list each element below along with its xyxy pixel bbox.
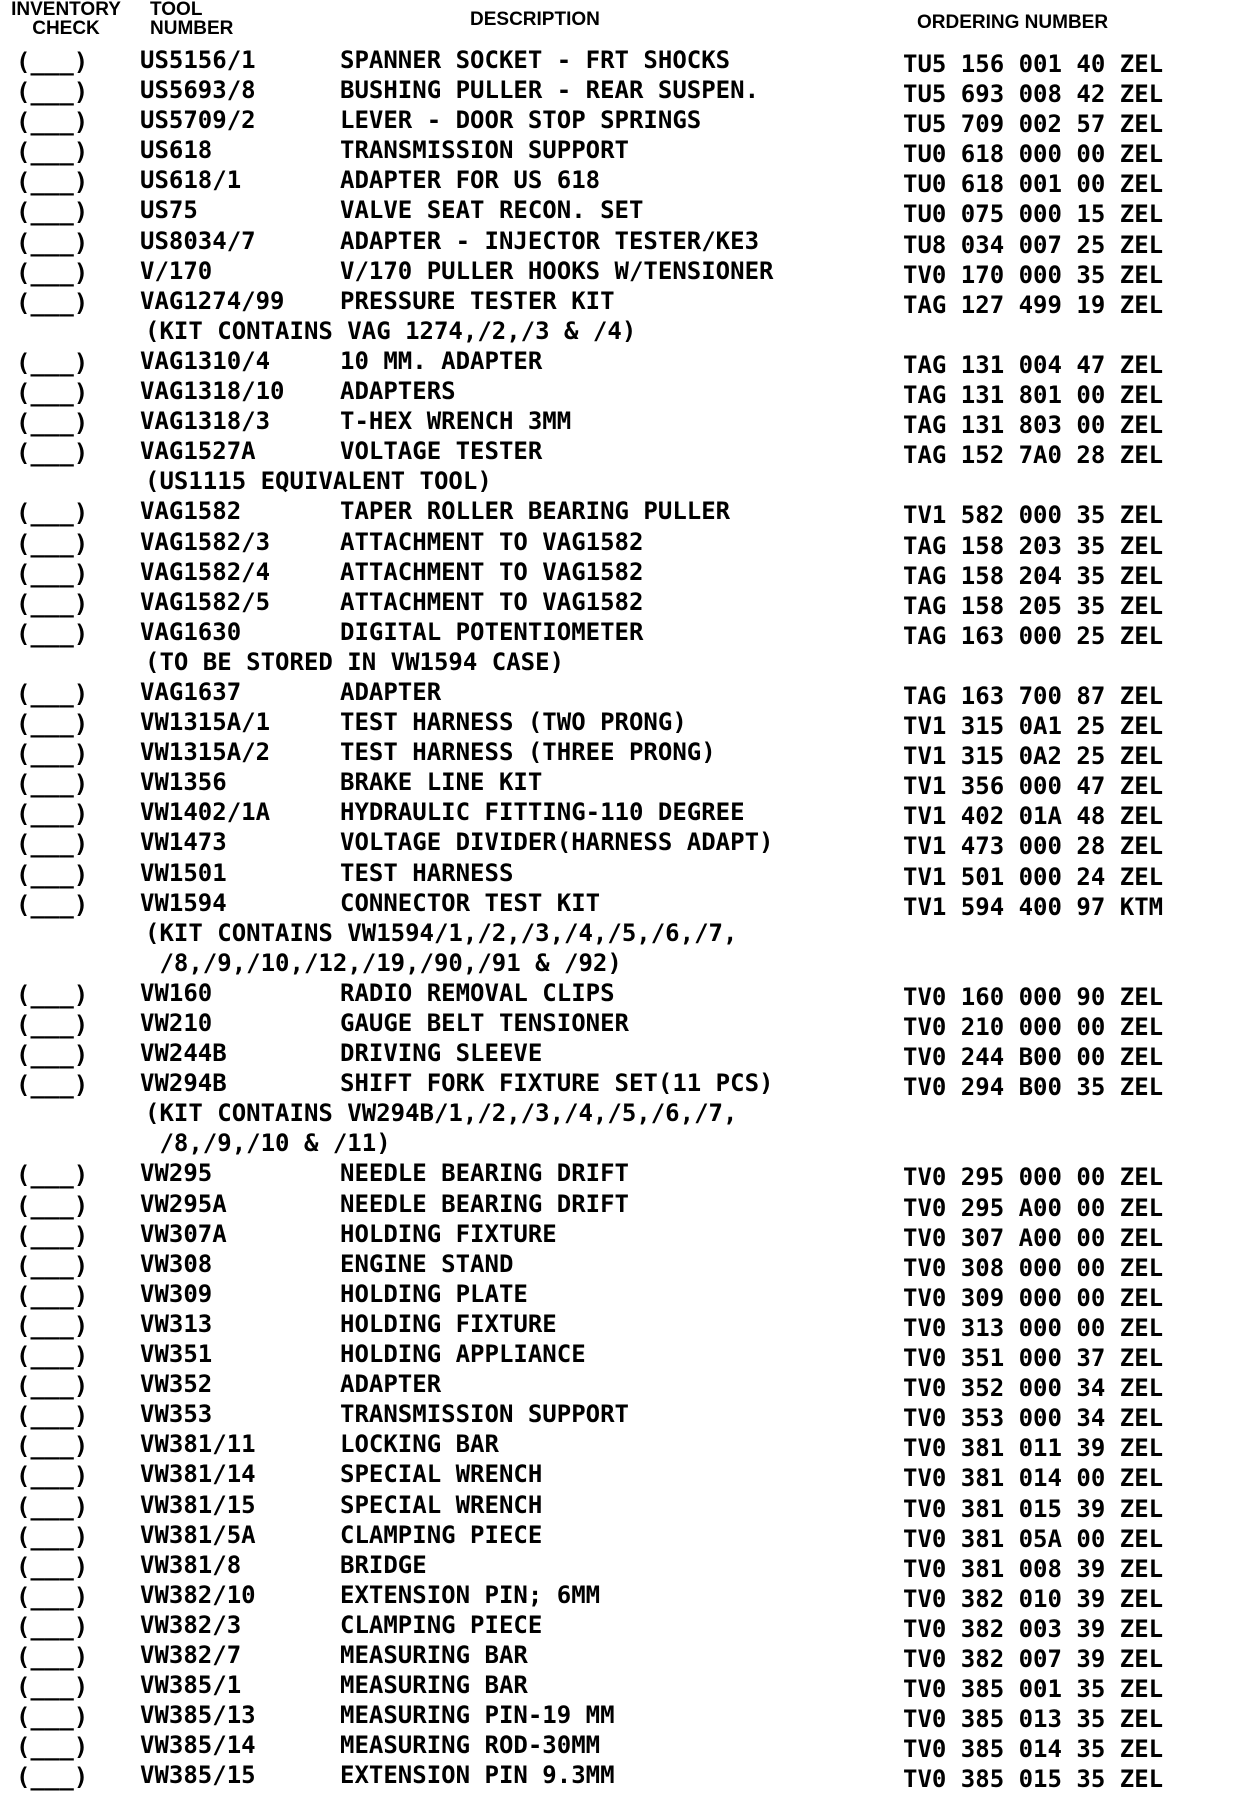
tool-description: DRIVING SLEEVE bbox=[340, 1039, 543, 1068]
table-row bbox=[0, 106, 1248, 139]
inventory-checkbox[interactable]: (___) bbox=[16, 860, 89, 889]
inventory-checkbox[interactable]: (___) bbox=[16, 1552, 89, 1581]
table-row bbox=[0, 1641, 1248, 1671]
ordering-number: TAG 131 801 00 ZEL bbox=[903, 381, 1164, 410]
ordering-number: TV0 307 A00 00 ZEL bbox=[903, 1223, 1164, 1252]
ordering-number: TV1 473 000 28 ZEL bbox=[903, 832, 1164, 861]
tool-number: VW295 bbox=[140, 1159, 213, 1188]
table-row bbox=[0, 1009, 1248, 1039]
ordering-number: TV0 353 000 34 ZEL bbox=[903, 1404, 1164, 1433]
tool-number: VW244B bbox=[140, 1039, 227, 1068]
ordering-number: TAG 158 205 35 ZEL bbox=[903, 591, 1164, 620]
table-row bbox=[0, 1340, 1248, 1373]
inventory-checkbox[interactable]: (___) bbox=[16, 1041, 89, 1070]
table-row bbox=[0, 76, 1248, 109]
tool-description: HYDRAULIC FITTING-110 DEGREE bbox=[340, 798, 745, 827]
kit-note-row bbox=[0, 1099, 1248, 1129]
table-row bbox=[0, 377, 1248, 410]
tool-number: VW385/14 bbox=[140, 1731, 256, 1760]
tool-description: ATTACHMENT TO VAG1582 bbox=[340, 587, 644, 616]
tool-number: VW295A bbox=[140, 1189, 227, 1218]
inventory-checkbox[interactable]: (___) bbox=[16, 1763, 89, 1792]
ordering-number: TU0 075 000 15 ZEL bbox=[903, 200, 1164, 229]
tool-description: CLAMPING PIECE bbox=[340, 1520, 543, 1549]
inventory-header-line2: CHECK bbox=[32, 18, 100, 39]
table-row bbox=[0, 618, 1248, 648]
tool-description: SHIFT FORK FIXTURE SET(11 PCS) bbox=[340, 1069, 774, 1098]
ordering-number: TAG 158 204 35 ZEL bbox=[903, 561, 1164, 590]
tool-description: BUSHING PULLER - REAR SUSPEN. bbox=[340, 76, 760, 105]
tool-number: VW385/1 bbox=[140, 1671, 242, 1700]
ordering-number: TV0 385 015 35 ZEL bbox=[903, 1765, 1164, 1793]
ordering-number: TAG 163 700 87 ZEL bbox=[903, 681, 1164, 710]
inventory-checkbox[interactable]: (___) bbox=[16, 1191, 89, 1220]
table-row bbox=[0, 678, 1248, 708]
tool-description: TAPER ROLLER BEARING PULLER bbox=[340, 497, 731, 526]
kit-note: (US1115 EQUIVALENT TOOL) bbox=[145, 467, 492, 496]
tool-number: VW313 bbox=[140, 1309, 213, 1338]
kit-note: (KIT CONTAINS VW1594/1,/2,/3,/4,/5,/6,/7, bbox=[145, 918, 738, 947]
tool-description: LEVER - DOOR STOP SPRINGS bbox=[340, 106, 702, 135]
kit-note-row bbox=[0, 467, 1248, 497]
kit-note: (KIT CONTAINS VW294B/1,/2,/3,/4,/5,/6,/7, bbox=[145, 1099, 738, 1128]
inventory-checkbox[interactable]: (___) bbox=[16, 1402, 89, 1431]
tool-description: NEEDLE BEARING DRIFT bbox=[340, 1189, 629, 1218]
inventory-checkbox[interactable]: (___) bbox=[16, 288, 89, 317]
ordering-number: TU0 618 001 00 ZEL bbox=[903, 170, 1164, 199]
tool-number: VAG1582/4 bbox=[140, 557, 271, 586]
ordering-number: TV1 315 0A1 25 ZEL bbox=[903, 712, 1164, 741]
tool-number: VW210 bbox=[140, 1009, 213, 1037]
tool-list bbox=[0, 46, 1248, 1791]
ordering-number: TV0 382 007 39 ZEL bbox=[903, 1644, 1164, 1673]
tool-description: BRIDGE bbox=[340, 1550, 427, 1579]
ordering-number: TAG 163 000 25 ZEL bbox=[903, 621, 1164, 650]
table-row bbox=[0, 1190, 1248, 1220]
table-row bbox=[0, 1611, 1248, 1641]
tool-description: ADAPTER bbox=[340, 677, 442, 706]
ordering-number: TV0 381 05A 00 ZEL bbox=[903, 1524, 1164, 1553]
tool-description: TEST HARNESS (THREE PRONG) bbox=[340, 738, 716, 767]
ordering-number: TV0 381 014 00 ZEL bbox=[903, 1464, 1164, 1493]
tool-description: PRESSURE TESTER KIT bbox=[340, 286, 615, 315]
inventory-checkbox[interactable]: (___) bbox=[16, 1673, 89, 1702]
tool-number: VW352 bbox=[140, 1370, 213, 1399]
ordering-number: TV0 294 B00 35 ZEL bbox=[903, 1073, 1164, 1102]
table-row bbox=[0, 437, 1248, 470]
inventory-checkbox[interactable]: (___) bbox=[16, 1703, 89, 1732]
ordering-number: TU5 709 002 57 ZEL bbox=[903, 110, 1164, 139]
inventory-checkbox[interactable]: (___) bbox=[16, 138, 89, 167]
tool-number: VAG1318/10 bbox=[140, 377, 285, 406]
table-row bbox=[0, 1731, 1248, 1764]
table-row bbox=[0, 407, 1248, 440]
ordering-number: TAG 127 499 19 ZEL bbox=[903, 290, 1164, 319]
tool-number: US5709/2 bbox=[140, 106, 256, 135]
inventory-checkbox[interactable]: (___) bbox=[16, 1251, 89, 1280]
tool-description: ADAPTER bbox=[340, 1370, 442, 1399]
table-row bbox=[0, 1521, 1248, 1551]
tool-number: VAG1310/4 bbox=[140, 346, 271, 375]
table-row bbox=[0, 1761, 1248, 1791]
ordering-number: TV0 352 000 34 ZEL bbox=[903, 1374, 1164, 1403]
inventory-checkbox[interactable]: (___) bbox=[16, 1582, 89, 1611]
inventory-checkbox[interactable]: (___) bbox=[16, 589, 89, 618]
ordering-number: TV1 402 01A 48 ZEL bbox=[903, 802, 1164, 831]
kit-note-row bbox=[0, 949, 1248, 979]
tool-number: VW385/15 bbox=[140, 1761, 256, 1790]
table-row bbox=[0, 738, 1248, 771]
tool-number: VAG1527A bbox=[140, 437, 256, 466]
table-row bbox=[0, 828, 1248, 861]
ordering-number: TU5 156 001 40 ZEL bbox=[903, 50, 1164, 78]
table-row bbox=[0, 1460, 1248, 1493]
kit-note: /8,/9,/10 & /11) bbox=[145, 1129, 391, 1158]
table-row bbox=[0, 889, 1248, 919]
tool-description: HOLDING APPLIANCE bbox=[340, 1340, 586, 1369]
inventory-checkbox[interactable]: (___) bbox=[16, 228, 89, 257]
inventory-checkbox[interactable]: (___) bbox=[16, 559, 89, 588]
table-row bbox=[0, 347, 1248, 377]
inventory-check-header bbox=[0, 0, 132, 38]
tool-description: RADIO REMOVAL CLIPS bbox=[340, 978, 615, 1007]
table-row bbox=[0, 287, 1248, 317]
tool-number: US618 bbox=[140, 136, 213, 165]
ordering-number: TV0 382 003 39 ZEL bbox=[903, 1614, 1164, 1643]
ordering-number: TAG 158 203 35 ZEL bbox=[903, 531, 1164, 560]
ordering-number: TV1 356 000 47 ZEL bbox=[903, 772, 1164, 801]
ordering-number: TAG 152 7A0 28 ZEL bbox=[903, 441, 1164, 470]
tool-description: NEEDLE BEARING DRIFT bbox=[340, 1159, 629, 1188]
inventory-checkbox[interactable]: (___) bbox=[16, 1462, 89, 1491]
table-row bbox=[0, 1280, 1248, 1310]
table-row bbox=[0, 1220, 1248, 1250]
table-row bbox=[0, 227, 1248, 257]
kit-note-row bbox=[0, 317, 1248, 347]
tool-description: HOLDING FIXTURE bbox=[340, 1309, 557, 1338]
tool-description: T-HEX WRENCH 3MM bbox=[340, 407, 572, 436]
tool-number: VW160 bbox=[140, 978, 213, 1007]
tool-number: VW381/8 bbox=[140, 1550, 242, 1579]
tool-description: TEST HARNESS bbox=[340, 858, 514, 887]
table-row bbox=[0, 1430, 1248, 1463]
ordering-number: TU0 618 000 00 ZEL bbox=[903, 140, 1164, 169]
inventory-checkbox[interactable]: (___) bbox=[16, 168, 89, 197]
table-row bbox=[0, 1069, 1248, 1102]
tool-description: ADAPTER FOR US 618 bbox=[340, 166, 601, 195]
inventory-checkbox[interactable]: (___) bbox=[16, 679, 89, 708]
ordering-number: TV0 351 000 37 ZEL bbox=[903, 1344, 1164, 1373]
tool-number: VAG1637 bbox=[140, 677, 242, 706]
ordering-number: TV1 582 000 35 ZEL bbox=[903, 501, 1164, 530]
inventory-checkbox[interactable]: (___) bbox=[16, 1522, 89, 1551]
ordering-number: TU8 034 007 25 ZEL bbox=[903, 230, 1164, 259]
tool-number: VW385/13 bbox=[140, 1701, 256, 1730]
tool-number: VW382/3 bbox=[140, 1610, 242, 1639]
inventory-checkbox[interactable]: (___) bbox=[16, 1642, 89, 1671]
tool-number: VW351 bbox=[140, 1340, 213, 1369]
inventory-checkbox[interactable]: (___) bbox=[16, 108, 89, 137]
tool-number: VW1315A/1 bbox=[140, 708, 271, 737]
inventory-checkbox[interactable]: (___) bbox=[16, 1011, 89, 1039]
tool-description: HOLDING PLATE bbox=[340, 1279, 528, 1308]
ordering-number: TV0 170 000 35 ZEL bbox=[903, 260, 1164, 289]
tool-number: VW309 bbox=[140, 1279, 213, 1308]
tool-description: VOLTAGE DIVIDER(HARNESS ADAPT) bbox=[340, 828, 774, 857]
inventory-checkbox[interactable]: (___) bbox=[16, 980, 89, 1009]
ordering-number: TV0 381 011 39 ZEL bbox=[903, 1434, 1164, 1463]
tool-description: CONNECTOR TEST KIT bbox=[340, 888, 601, 917]
tool-description: MEASURING PIN-19 MM bbox=[340, 1701, 615, 1730]
tool-number: VW307A bbox=[140, 1219, 227, 1248]
tool-description: V/170 PULLER HOOKS W/TENSIONER bbox=[340, 256, 774, 285]
tool-number: VAG1582/3 bbox=[140, 527, 271, 556]
kit-note-row bbox=[0, 919, 1248, 949]
inventory-checkbox[interactable]: (___) bbox=[16, 1432, 89, 1461]
ordering-number: TV0 244 B00 00 ZEL bbox=[903, 1043, 1164, 1072]
inventory-checkbox[interactable]: (___) bbox=[16, 619, 89, 648]
tool-number: V/170 bbox=[140, 256, 213, 285]
ordering-number: TV0 382 010 39 ZEL bbox=[903, 1584, 1164, 1613]
tool-description: SPECIAL WRENCH bbox=[340, 1460, 543, 1489]
inventory-checkbox[interactable]: (___) bbox=[16, 1311, 89, 1340]
table-row bbox=[0, 1581, 1248, 1611]
tool-number: VW1356 bbox=[140, 768, 227, 797]
tool-number: VAG1274/99 bbox=[140, 286, 285, 315]
inventory-checkbox[interactable]: (___) bbox=[16, 1733, 89, 1762]
ordering-number: TV0 313 000 00 ZEL bbox=[903, 1313, 1164, 1342]
inventory-checkbox[interactable]: (___) bbox=[16, 710, 89, 739]
table-row bbox=[0, 1370, 1248, 1403]
description-header: DESCRIPTION bbox=[470, 9, 600, 30]
table-row bbox=[0, 46, 1248, 76]
tool-number: VW381/14 bbox=[140, 1460, 256, 1489]
kit-note-row bbox=[0, 648, 1248, 678]
ordering-number: TV0 308 000 00 ZEL bbox=[903, 1253, 1164, 1282]
table-header bbox=[0, 0, 1248, 44]
tool-number: VW381/15 bbox=[140, 1490, 256, 1519]
tool-description: HOLDING FIXTURE bbox=[340, 1219, 557, 1248]
ordering-number: TV0 160 000 90 ZEL bbox=[903, 982, 1164, 1011]
table-row bbox=[0, 196, 1248, 229]
table-row bbox=[0, 798, 1248, 831]
tool-number: VW1594 bbox=[140, 888, 227, 917]
table-row bbox=[0, 768, 1248, 801]
tool-number-header bbox=[150, 0, 260, 38]
tool-description: TEST HARNESS (TWO PRONG) bbox=[340, 708, 687, 737]
tool-description: EXTENSION PIN 9.3MM bbox=[340, 1761, 615, 1790]
table-row bbox=[0, 979, 1248, 1009]
inventory-checkbox[interactable]: (___) bbox=[16, 1071, 89, 1100]
kit-note: (TO BE STORED IN VW1594 CASE) bbox=[145, 647, 565, 676]
tool-description: TRANSMISSION SUPPORT bbox=[340, 136, 629, 165]
inventory-checkbox[interactable]: (___) bbox=[16, 1372, 89, 1401]
table-row bbox=[0, 497, 1248, 530]
tool-description: GAUGE BELT TENSIONER bbox=[340, 1009, 629, 1037]
ordering-number: TV0 210 000 00 ZEL bbox=[903, 1013, 1164, 1041]
kit-note: (KIT CONTAINS VAG 1274,/2,/3 & /4) bbox=[145, 316, 637, 345]
ordering-number: TV0 309 000 00 ZEL bbox=[903, 1283, 1164, 1312]
tool-number: US5156/1 bbox=[140, 46, 256, 74]
tool-description: MEASURING ROD-30MM bbox=[340, 1731, 601, 1760]
inventory-checkbox[interactable]: (___) bbox=[16, 740, 89, 769]
tool-description: SPANNER SOCKET - FRT SHOCKS bbox=[340, 46, 731, 74]
inventory-checkbox[interactable]: (___) bbox=[16, 1612, 89, 1641]
inventory-checkbox[interactable]: (___) bbox=[16, 439, 89, 468]
ordering-number-header: ORDERING NUMBER bbox=[917, 12, 1109, 33]
ordering-number: TV0 295 A00 00 ZEL bbox=[903, 1193, 1164, 1222]
tool-description: MEASURING BAR bbox=[340, 1671, 528, 1700]
inventory-checkbox[interactable]: (___) bbox=[16, 1492, 89, 1521]
inventory-checkbox[interactable]: (___) bbox=[16, 379, 89, 408]
tool-description: ENGINE STAND bbox=[340, 1249, 514, 1278]
tool-number: VAG1318/3 bbox=[140, 407, 271, 436]
table-row bbox=[0, 1701, 1248, 1734]
tool-description: BRAKE LINE KIT bbox=[340, 768, 543, 797]
tool-number: US618/1 bbox=[140, 166, 242, 195]
table-row bbox=[0, 1250, 1248, 1280]
tool-description: CLAMPING PIECE bbox=[340, 1610, 543, 1639]
inventory-checkbox[interactable]: (___) bbox=[16, 1161, 89, 1190]
inventory-checkbox[interactable]: (___) bbox=[16, 800, 89, 829]
tool-description: 10 MM. ADAPTER bbox=[340, 346, 543, 375]
tool-number: VW382/7 bbox=[140, 1640, 242, 1669]
table-row bbox=[0, 528, 1248, 558]
inventory-checkbox[interactable]: (___) bbox=[16, 78, 89, 107]
inventory-checkbox[interactable]: (___) bbox=[16, 409, 89, 438]
tool-number: VAG1582 bbox=[140, 497, 242, 526]
table-row bbox=[0, 859, 1248, 889]
table-row bbox=[0, 708, 1248, 741]
tool-number: VW381/5A bbox=[140, 1520, 256, 1549]
inventory-checkbox[interactable]: (___) bbox=[16, 258, 89, 287]
tool-number: VW1315A/2 bbox=[140, 738, 271, 767]
tool-description: ATTACHMENT TO VAG1582 bbox=[340, 557, 644, 586]
inventory-checkbox[interactable]: (___) bbox=[16, 830, 89, 859]
tool-description: ADAPTERS bbox=[340, 377, 456, 406]
table-row bbox=[0, 136, 1248, 169]
table-row bbox=[0, 1671, 1248, 1704]
tool-number: US5693/8 bbox=[140, 76, 256, 105]
inventory-checkbox[interactable]: (___) bbox=[16, 1342, 89, 1371]
tool-number: VW1501 bbox=[140, 858, 227, 887]
ordering-number: TV0 385 014 35 ZEL bbox=[903, 1735, 1164, 1764]
table-row bbox=[0, 257, 1248, 287]
ordering-number: TV0 385 013 35 ZEL bbox=[903, 1705, 1164, 1734]
tool-description: VOLTAGE TESTER bbox=[340, 437, 543, 466]
ordering-number: TV1 315 0A2 25 ZEL bbox=[903, 742, 1164, 771]
table-row bbox=[0, 166, 1248, 199]
tool-description: LOCKING BAR bbox=[340, 1430, 499, 1459]
tool-number: VW1473 bbox=[140, 828, 227, 857]
tool-number: VW353 bbox=[140, 1400, 213, 1429]
ordering-number: TV0 381 008 39 ZEL bbox=[903, 1554, 1164, 1583]
ordering-number: TV0 381 015 39 ZEL bbox=[903, 1494, 1164, 1523]
tool-description: DIGITAL POTENTIOMETER bbox=[340, 617, 644, 646]
tool-number: VAG1582/5 bbox=[140, 587, 271, 616]
tool-number: VW308 bbox=[140, 1249, 213, 1278]
kit-note: /8,/9,/10,/12,/19,/90,/91 & /92) bbox=[145, 948, 622, 977]
inventory-checkbox[interactable]: (___) bbox=[16, 1281, 89, 1310]
table-row bbox=[0, 1400, 1248, 1433]
ordering-number: TV1 501 000 24 ZEL bbox=[903, 862, 1164, 891]
inventory-checkbox[interactable]: (___) bbox=[16, 348, 89, 377]
inventory-header-line1: INVENTORY bbox=[11, 0, 121, 20]
tool-number: VW381/11 bbox=[140, 1430, 256, 1459]
table-row bbox=[0, 1039, 1248, 1072]
ordering-number: TAG 131 004 47 ZEL bbox=[903, 350, 1164, 379]
table-row bbox=[0, 558, 1248, 588]
ordering-number: TU5 693 008 42 ZEL bbox=[903, 80, 1164, 109]
tool-number: VW382/10 bbox=[140, 1580, 256, 1609]
tool-header-line2: NUMBER bbox=[150, 18, 234, 39]
tool-description: MEASURING BAR bbox=[340, 1640, 528, 1669]
tool-number: VW294B bbox=[140, 1069, 227, 1098]
tool-number: VW1402/1A bbox=[140, 798, 271, 827]
inventory-checkbox[interactable]: (___) bbox=[16, 770, 89, 799]
tool-number: US8034/7 bbox=[140, 226, 256, 255]
inventory-checkbox[interactable]: (___) bbox=[16, 499, 89, 528]
inventory-checkbox[interactable]: (___) bbox=[16, 529, 89, 558]
inventory-checkbox[interactable]: (___) bbox=[16, 1221, 89, 1250]
tool-description: ADAPTER - INJECTOR TESTER/KE3 bbox=[340, 226, 760, 255]
inventory-checkbox[interactable]: (___) bbox=[16, 198, 89, 227]
tool-number: VAG1630 bbox=[140, 617, 242, 646]
table-row bbox=[0, 1491, 1248, 1521]
kit-note-row bbox=[0, 1129, 1248, 1159]
ordering-number: TV0 295 000 00 ZEL bbox=[903, 1163, 1164, 1192]
table-row bbox=[0, 1310, 1248, 1340]
tool-description: EXTENSION PIN; 6MM bbox=[340, 1580, 601, 1609]
tool-description: ATTACHMENT TO VAG1582 bbox=[340, 527, 644, 556]
ordering-number: TV0 385 001 35 ZEL bbox=[903, 1675, 1164, 1704]
tool-number: US75 bbox=[140, 196, 198, 225]
tool-header-line1: TOOL bbox=[150, 0, 203, 20]
tool-description: SPECIAL WRENCH bbox=[340, 1490, 543, 1519]
table-row bbox=[0, 1159, 1248, 1192]
tool-description: TRANSMISSION SUPPORT bbox=[340, 1400, 629, 1429]
tool-description: VALVE SEAT RECON. SET bbox=[340, 196, 644, 225]
ordering-number: TV1 594 400 97 KTM bbox=[903, 892, 1164, 921]
inventory-checkbox[interactable]: (___) bbox=[16, 890, 89, 919]
inventory-checkbox[interactable]: (___) bbox=[16, 48, 89, 76]
table-row bbox=[0, 1551, 1248, 1581]
ordering-number: TAG 131 803 00 ZEL bbox=[903, 411, 1164, 440]
table-row bbox=[0, 588, 1248, 618]
